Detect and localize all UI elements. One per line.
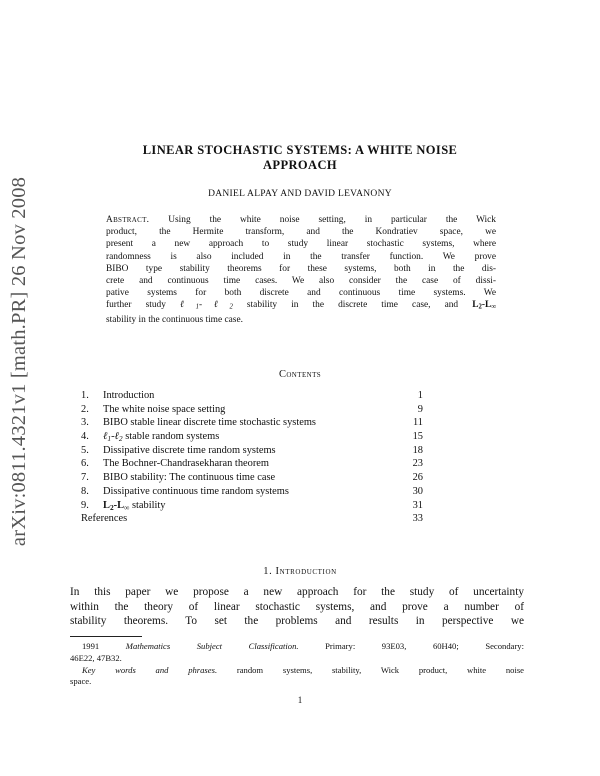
toc-number: 5. — [81, 444, 89, 456]
toc-label: ℓ$_1$-ℓ$_2$ stable random systems — [103, 431, 220, 443]
body-line: within the theory of linear stochastic systems, and prove a number of — [70, 600, 524, 613]
toc-label: The white noise space setting — [103, 403, 226, 415]
toc-entry[interactable] — [81, 416, 423, 430]
footnotes — [70, 641, 524, 688]
table-of-contents — [81, 389, 423, 526]
toc-entry[interactable] — [81, 499, 423, 513]
toc-label: Dissipative discrete time random systems — [103, 444, 276, 456]
paper-title — [70, 143, 530, 173]
toc-entry[interactable] — [81, 430, 423, 444]
toc-page: 31 — [412, 499, 423, 511]
toc-label: The Bochner-Chandrasekharan theorem — [103, 458, 269, 470]
body-line: In this paper we propose a new approach for the study of uncertainty — [70, 586, 524, 598]
footnote-keywords: Key words and phrases. random systems, stability, Wick product, white noise — [82, 664, 524, 675]
toc-label: BIBO stable linear discrete time stochastic systems — [103, 417, 316, 429]
paper-authors: DANIEL ALPAY AND DAVID LEVANONY — [208, 189, 392, 199]
toc-number: 2. — [81, 403, 89, 415]
abstract-line: pative systems for both discrete and continuous time systems. We — [106, 288, 496, 299]
toc-number: 1. — [81, 390, 89, 401]
title-line-1: LINEAR STOCHASTIC SYSTEMS: A WHITE NOISE — [142, 143, 458, 157]
toc-page: 23 — [412, 458, 423, 470]
toc-page: 11 — [412, 417, 423, 429]
abstract-line: present a new approach to study linear stochastic systems, where — [106, 239, 496, 250]
footnote-msc: 1991 Mathematics Subject Classification. Primary: 93E03, 60H40; Secondary: — [82, 641, 524, 651]
toc-page: 9 — [417, 403, 423, 415]
arxiv-stamp-text: arXiv:0811.4321v1 [math.PR] 26 Nov 2008 — [8, 176, 31, 546]
abstract-line: crete and continuous time cases. We also consider the case of dissi- — [106, 276, 496, 287]
toc-number: 3. — [81, 417, 89, 429]
toc-entry[interactable] — [81, 403, 423, 417]
toc-label: References — [81, 513, 128, 525]
math-l1-l2: ℓ$_1$-ℓ$_2$ — [103, 431, 123, 443]
toc-page: 1 — [417, 390, 423, 401]
body-line: stability theorems. To set the problems and results in perspective we — [70, 615, 524, 628]
abstract — [106, 214, 496, 327]
toc-label: $L_2-L_\infty$ stability — [103, 499, 166, 512]
math-l2-linf: $L_2-L_\infty$ — [103, 499, 130, 512]
abstract-line: product, the Hermite transform, and the Kondratiev space, we — [106, 227, 496, 238]
footnote-rule — [70, 636, 142, 637]
abstract-line: BIBO type stability theorems for these systems, both in the dis- — [106, 263, 496, 274]
toc-entry[interactable] — [81, 471, 423, 485]
page-number: 1 — [297, 695, 303, 705]
footnote-keywords-cont: space. — [70, 676, 92, 687]
introduction-text — [70, 585, 524, 629]
toc-number: 8. — [81, 485, 89, 497]
toc-entry[interactable] — [81, 444, 423, 458]
toc-page: 33 — [412, 513, 423, 525]
toc-entry[interactable] — [81, 389, 423, 403]
toc-number: 9. — [81, 499, 89, 511]
toc-page: 26 — [412, 472, 423, 484]
toc-label: Introduction — [103, 390, 155, 401]
toc-entry[interactable] — [81, 457, 423, 471]
abstract-line: Abstract. Using the white noise setting, in particular the Wick — [106, 215, 496, 225]
abstract-line: randomness is also included in the transfer function. We prove — [106, 251, 496, 262]
abstract-line: stability in the continuous time case. — [106, 315, 243, 326]
toc-entry[interactable] — [81, 512, 423, 526]
toc-number: 7. — [81, 472, 89, 484]
abstract-line: further study ℓ$_1$-ℓ$_2$ stability in the discrete time case, and $L_2-L_\infty$ — [106, 300, 497, 312]
math-l2-linf: $L_2-L_\infty$ — [472, 300, 497, 312]
toc-label: BIBO stability: The continuous time case — [103, 472, 276, 484]
toc-page: 18 — [412, 444, 423, 456]
arxiv-identifier-stamp — [2, 176, 38, 546]
contents-heading: Contents — [278, 369, 322, 380]
section-heading: 1. Introduction — [263, 566, 337, 577]
toc-number: 4. — [81, 431, 89, 443]
toc-page: 30 — [412, 485, 423, 497]
toc-page: 15 — [412, 431, 423, 443]
math-l1-l2: ℓ$_1$-ℓ$_2$ — [179, 300, 233, 312]
title-line-2: APPROACH — [262, 158, 338, 172]
abstract-heading: Abstract. — [106, 215, 150, 225]
toc-number: 6. — [81, 458, 89, 470]
footnote-msc-cont: 46E22, 47B32. — [70, 652, 122, 663]
toc-label: Dissipative continuous time random systems — [103, 485, 289, 497]
toc-entry[interactable] — [81, 485, 423, 499]
